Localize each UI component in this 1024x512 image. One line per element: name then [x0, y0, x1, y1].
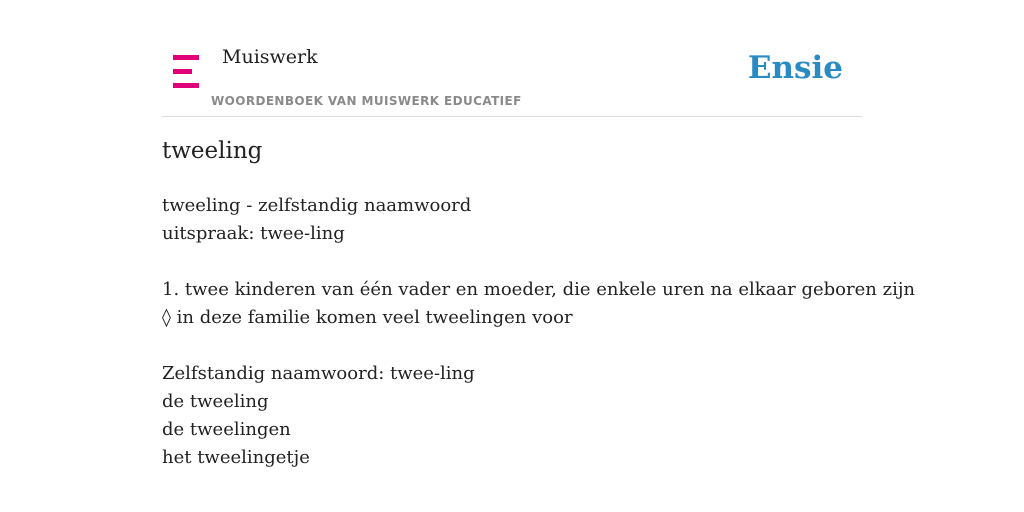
- form-item: de tweelingen: [162, 419, 291, 440]
- part-of-speech-line: tweeling - zelfstandig naamwoord: [162, 195, 472, 216]
- spacer: [162, 248, 915, 276]
- source-header: [162, 0, 862, 117]
- form-item: de tweeling: [162, 391, 269, 412]
- entry-body: [162, 192, 915, 472]
- muiswerk-logo-icon[interactable]: [173, 55, 199, 88]
- form-item: het tweelingetje: [162, 447, 310, 468]
- example-line: ◊ in deze familie komen veel tweelingen voor: [162, 307, 573, 328]
- page-title: tweeling: [162, 138, 263, 164]
- forms-heading: Zelfstandig naamwoord: twee-ling: [162, 363, 475, 384]
- pronunciation-line: uitspraak: twee-ling: [162, 223, 345, 244]
- ensie-logo[interactable]: Ensie: [747, 50, 843, 86]
- source-subtitle: WOORDENBOEK VAN MUISWERK EDUCATIEF: [211, 94, 522, 108]
- source-name[interactable]: Muiswerk: [222, 46, 318, 68]
- definition-line: 1. twee kinderen van één vader en moeder, die enkele uren na elkaar geboren zijn: [162, 279, 915, 300]
- dictionary-card: [162, 0, 915, 512]
- spacer: [162, 332, 915, 360]
